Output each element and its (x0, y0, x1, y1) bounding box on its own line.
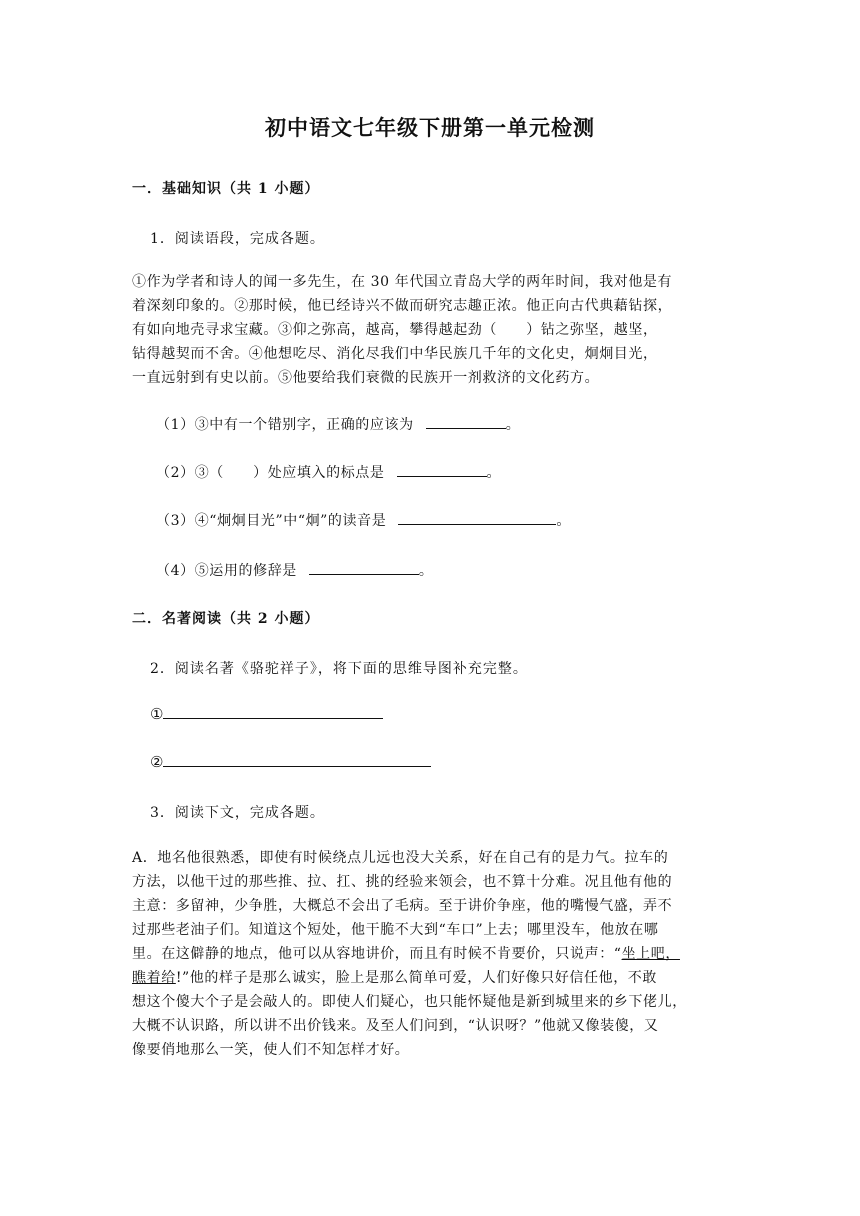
subquestion-4-text: （4）⑤运用的修辞是 (156, 563, 297, 579)
passage-line: 一直远射到有史以前。⑤他要给我们衰微的民族开一剂救济的文化药方。 (132, 370, 600, 386)
section-heading-classic-reading: 二．名著阅读（共 2 小题） (132, 611, 320, 627)
passage-wen-yiduo (132, 270, 732, 390)
passage-line: 大概不认识路，所以讲不出价钱来。及至人们问到，“认识呀？”他就又像装傻，又 (132, 1018, 659, 1034)
subquestion-1-text: （1）③中有一个错别字，正确的应该为 (156, 417, 414, 433)
blank-marker-1: ① (150, 705, 164, 723)
question-2-intro: 2．阅读名著《骆驼祥子》，将下面的思维导图补充完整。 (150, 661, 528, 677)
passage-line: 钻得越契而不舍。④他想吃尽、消化尽我们中华民族几千年的文化史，炯炯目光， (132, 346, 658, 362)
question-1-intro: 1．阅读语段，完成各题。 (150, 231, 325, 247)
page-title: 初中语文七年级下册第一单元检测 (265, 115, 595, 140)
passage-line: 过那些老油子们。知道这个短处，他干脆不大到“车口”上去；哪里没车，他放在哪 (132, 922, 659, 938)
passage-line: 有如向地壳寻求宝藏。③仰之弥高，越高，攀得越起劲（ ）钻之弥坚，越坚， (132, 322, 658, 338)
passage-line (132, 942, 732, 966)
subquestion-2-text: （2）③（ ）处应填入的标点是 (156, 465, 385, 481)
subquestion-2 (156, 462, 501, 482)
answer-blank-3[interactable] (398, 510, 556, 525)
passage-line: 主意：多留神，少争胜，大概总不会出了毛病。至于讲价争座，他的嘴慢气盛，弄不 (132, 898, 673, 914)
subquestion-4 (156, 560, 434, 580)
section-heading-basic-knowledge: 一．基础知识（共 1 小题） (132, 181, 320, 197)
period: 。 (556, 513, 571, 529)
answer-blank-1[interactable] (426, 414, 506, 429)
passage-line: ①作为学者和诗人的闻一多先生，在 30 年代国立青岛大学的两年时间，我对他是有 (132, 274, 673, 290)
passage-text: !”他的样子是那么诚实，脸上是那么简单可爱，人们好像只好信任他，不敢 (175, 970, 657, 986)
period: 。 (418, 563, 434, 579)
passage-text: 里。在这僻静的地点，他可以从容地讲价，而且有时候不肯要价，只说声：“ (132, 946, 622, 962)
passage-line: 方法，以他干过的那些推、拉、扛、挑的经验来领会，也不算十分难。况且他有他的 (132, 874, 673, 890)
subquestion-3 (156, 510, 571, 530)
blank-marker-2: ② (150, 753, 164, 771)
mindmap-blank-2 (150, 752, 431, 771)
period: 。 (486, 465, 502, 481)
passage-camel-xiangzi (132, 846, 732, 1062)
period: 。 (505, 417, 521, 433)
mindmap-blank-1 (150, 704, 383, 723)
underlined-quote: 瞧着给 (132, 970, 176, 986)
answer-blank-4[interactable] (309, 560, 419, 575)
passage-line: 着深刻印象的。②那时候，他已经诗兴不做而研究志趣正浓。他正向古代典藉钻探， (132, 298, 673, 314)
subquestion-3-text: （3）④“炯炯目光”中“炯”的读音是 (156, 513, 387, 529)
subquestion-1 (156, 414, 520, 434)
passage-line: 想这个傻大个子是会敲人的。即使人们疑心，也只能怀疑他是新到城里来的乡下佬儿， (132, 994, 687, 1010)
passage-line: A．地名他很熟悉，即使有时候绕点儿远也没大关系，好在自己有的是力气。拉车的 (132, 850, 669, 866)
mindmap-answer-line-1[interactable] (163, 704, 383, 719)
mindmap-answer-line-2[interactable] (163, 752, 431, 767)
passage-line: 像要俏地那么一笑，使人们不知怎样才好。 (132, 1042, 410, 1058)
question-3-intro: 3．阅读下文，完成各题。 (150, 805, 325, 821)
passage-line (132, 966, 732, 990)
answer-blank-2[interactable] (397, 462, 487, 477)
underlined-quote: 坐上吧， (621, 946, 680, 962)
